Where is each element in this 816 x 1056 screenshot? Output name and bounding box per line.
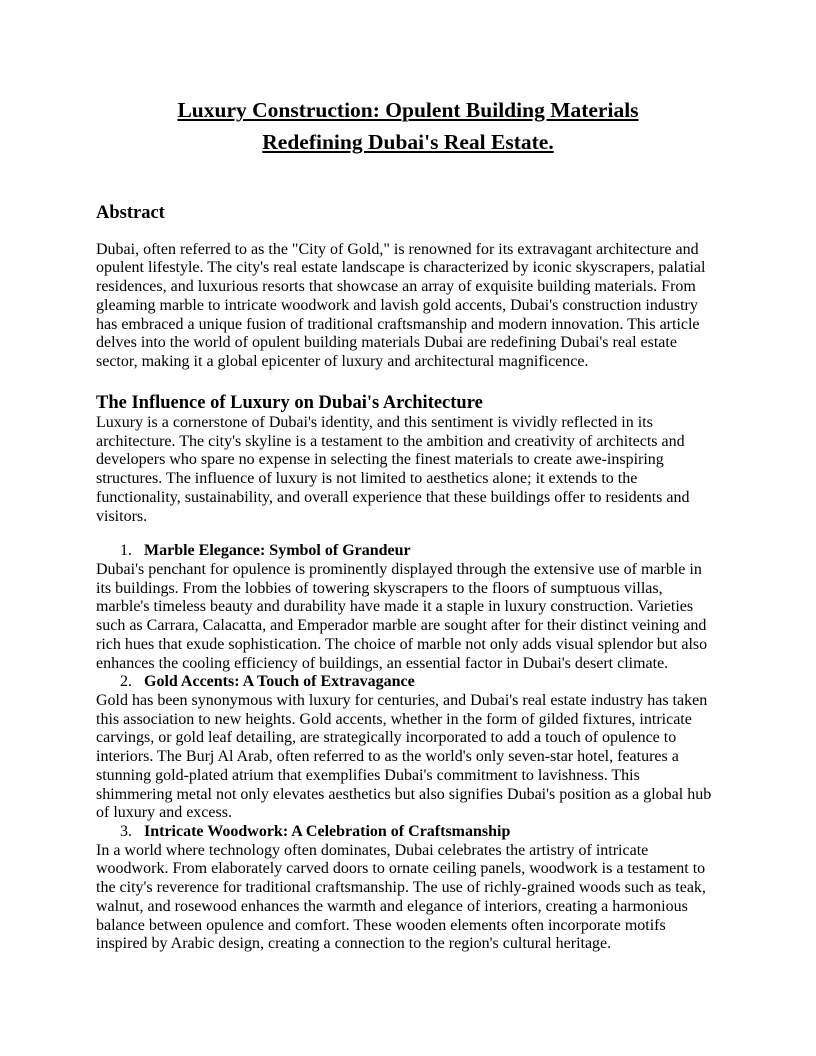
list-item-heading: Marble Elegance: Symbol of Grandeur: [144, 542, 411, 560]
abstract-heading: Abstract: [96, 202, 165, 223]
list-item-gold-paragraph: Gold has been synonymous with luxury for centuries, and Dubai's real estate industry has taken this association to new heights. Gold accents, whether in the form of gilded fixtures, intricate carvings, or gold leaf detailing, are strategically incorporated to add a touch of opulence to interiors. The Burj Al Arab, often referred to as the world's only seven-star hotel, features a stunning gold-plated atrium that exemplifies Dubai's commitment to lavishness. This shimmering metal not only elevates aesthetics but also signifies Dubai's position as a global hub of luxury and excess.: [96, 691, 712, 822]
document-title-line-2: Redefining Dubai's Real Estate.: [262, 130, 554, 155]
list-item-gold-heading-row: [96, 673, 720, 692]
list-item-number: 3.: [120, 823, 132, 840]
list-item-number: 2.: [120, 673, 132, 691]
influence-section-heading: The Influence of Luxury on Dubai's Architecture: [96, 392, 483, 413]
list-item-marble-paragraph: Dubai's penchant for opulence is prominently displayed through the extensive use of marble in its buildings. From the lobbies of towering skyscrapers to the floors of sumptuous villas, marble's timeless beauty and durability have made it a staple in luxury construction. Varieties such as Carrara, Calacatta, and Emperador marble are sought after for their distinct veining and rich hues that exude sophistication. The choice of marble not only adds visual splendor but also enhances the cooling efficiency of buildings, an essential factor in Dubai's desert climate.: [96, 560, 708, 672]
list-item-number: 1.: [120, 542, 132, 560]
list-item-heading: Gold Accents: A Touch of Extravagance: [144, 673, 415, 691]
document-title: [96, 94, 720, 159]
abstract-paragraph: Dubai, often referred to as the "City of Gold," is renowned for its extravagant architecture and opulent lifestyle. The city's real estate landscape is characterized by iconic skyscrapers, palatial residences, and luxurious resorts that showcase an array of exquisite building materials. From gleaming marble to intricate woodwork and lavish gold accents, Dubai's construction industry has embraced a unique fusion of traditional craftsmanship and modern innovation. This article delves into the world of opulent building materials Dubai are redefining Dubai's real estate sector, making it a global epicenter of luxury and architectural magnificence.: [96, 240, 706, 370]
list-item-woodwork-paragraph: In a world where technology often dominates, Dubai celebrates the artistry of intricate woodwork. From elaborately carved doors to ornate ceiling panels, woodwork is a testament to the city's reverence for traditional craftsmanship. The use of richly-grained woods such as teak, walnut, and rosewood enhances the warmth and elegance of interiors, creating a harmonious balance between opulence and comfort. These wooden elements often incorporate motifs inspired by Arabic design, creating a connection to the region's cultural heritage.: [96, 841, 706, 953]
list-item-marble-heading-row: [96, 542, 720, 561]
list-item-heading: Intricate Woodwork: A Celebration of Craftsmanship: [144, 823, 511, 840]
document-title-line-1: Luxury Construction: Opulent Building Materials: [177, 98, 639, 122]
influence-paragraph: Luxury is a cornerstone of Dubai's identity, and this sentiment is vividly reflected in its architecture. The city's skyline is a testament to the ambition and creativity of architects and developers who spare no expense in selecting the finest materials to create awe-inspiring structures. The influence of luxury is not limited to aesthetics alone; it extends to the functionality, sustainability, and overall experience that these buildings offer to residents and visitors.: [96, 413, 690, 525]
list-item-woodwork-heading-row: [96, 823, 720, 842]
